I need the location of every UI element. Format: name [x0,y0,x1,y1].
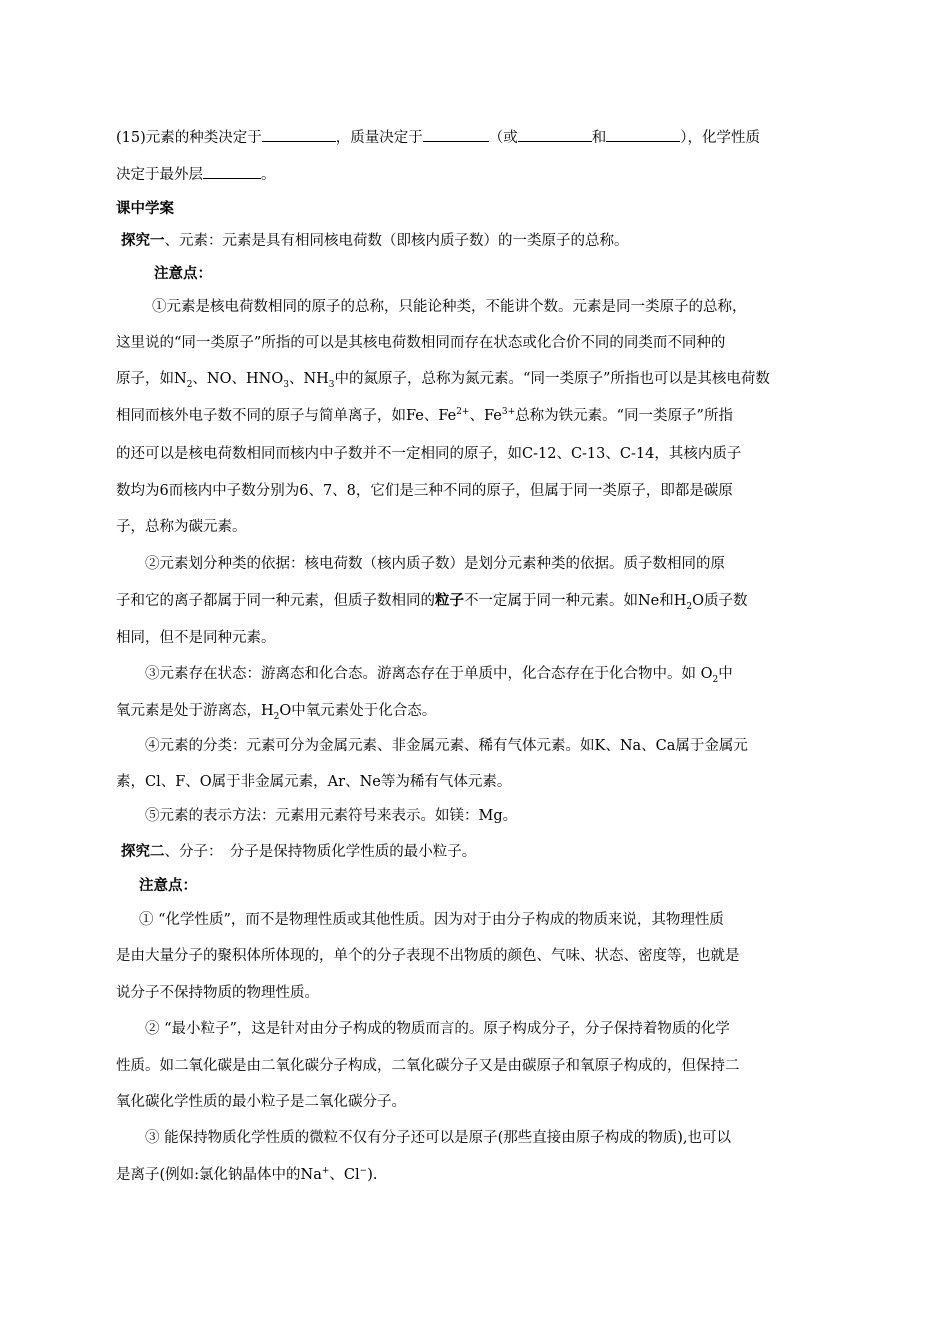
explore1-note-label: 注意点： [154,265,212,282]
explore2-text: 、分子： 分子是保持物质化学性质的最小粒子。 [164,844,477,860]
e2-p1-l3: 说分子不保持物质的物理性质。 [116,985,319,1001]
e1-p1-l1: ①元素是核电荷数相同的原子的总称，只能论种类，不能讲个数。元素是同一类原子的总称， [152,299,747,315]
e1-p4-l2: 素，Cl、F、O属于非金属元素，Ar、Ne等为稀有气体元素。 [116,774,512,790]
e2-p1-l1: ① “化学性质”，而不是物理性质或其他性质。因为对于由分子构成的物质来说，其物理性质 [139,912,724,928]
subscript: 2 [186,379,193,390]
subscript: 2 [712,674,719,685]
explore2-heading [121,842,476,862]
subscript: 2 [686,601,693,612]
text: 、NH [288,371,329,387]
explore1-heading [121,231,629,251]
explore1-label: 探究一 [121,232,165,249]
text: 总称为铁元素。“同一类原子”所指 [515,408,733,424]
q15-text-5: ），化学性质 [680,130,761,146]
q15-line-1 [116,127,760,148]
e1-p2-l1: ②元素划分种类的依据：核电荷数（核内质子数）是划分元素种类的依据。质子数相同的原 [145,556,725,572]
text: 、Cl [329,1167,360,1183]
e1-p3-l1 [145,664,733,684]
subscript: 2 [273,711,280,722]
text: 相同而核外电子数不同的原子与简单离子，如Fe、Fe [116,408,457,424]
e2-p2-l3: 氧化碳化学性质的最小粒子是二氧化碳分子。 [116,1094,406,1110]
text: O质子数 [692,593,748,609]
section-title: 课中学案 [116,200,174,217]
q15-text-4: 和 [591,130,607,146]
e1-p5-l1: ⑤元素的表示方法：元素用元素符号来表示。如镁：Mg。 [145,808,518,824]
explore1-text: 、元素：元素是具有相同核电荷数（即核内质子数）的一类原子的总称。 [164,233,629,249]
superscript: + [321,1166,330,1177]
e1-p1-l5: 的还可以是核电荷数相同而核内中子数并不一定相同的原子，如C-12、C-13、C-14，其核内质子 [116,446,742,462]
e2-p1-l2: 是由大量分子的聚积体所体现的，单个的分子表现不出物质的颜色、气味、状态、密度等，也就是 [116,948,740,964]
e1-p1-l3 [116,369,770,389]
subscript: 3 [328,379,335,390]
text: 、NO、HNO [192,371,284,387]
text: O中氧元素处于化合态。 [279,703,437,719]
q15-line-2 [116,164,276,185]
superscript: − [359,1166,368,1177]
text: 、Fe [469,408,502,424]
blank-1[interactable] [262,127,336,142]
text: 氧元素是处于游离态，H [116,703,274,719]
explore2-label: 探究二 [121,843,165,860]
e1-p3-l2 [116,701,436,721]
blank-5[interactable] [203,164,261,179]
text: 是离子(例如:氯化钠晶体中的Na [116,1167,322,1183]
q15-text-3: （或 [488,130,518,146]
emphasis: 粒子 [435,592,464,609]
blank-3[interactable] [518,127,592,142]
q15-text-6: 决定于最外层 [116,167,203,183]
q15-text-1: (15)元素的种类决定于 [116,130,262,146]
e1-p1-l6: 数均为6而核内中子数分别为6、7、8，它们是三种不同的原子，但属于同一类原子，即都是碳原 [116,483,733,499]
text: 中 [718,666,733,682]
subscript: 3 [283,379,289,390]
e1-p2-l3: 相同，但不是同种元素。 [116,630,276,646]
blank-2[interactable] [423,127,489,142]
e2-p3-l1: ③ 能保持物质化学性质的微粒不仅有分子还可以是原子(那些直接由原子构成的物质),也可以 [145,1130,732,1146]
e2-p3-l2 [116,1165,377,1185]
e1-p4-l1: ④元素的分类：元素可分为金属元素、非金属元素、稀有气体元素。如K、Na、Ca属于金属元 [145,738,748,754]
e2-p2-l2: 性质。如二氧化碳是由二氧化碳分子构成，二氧化碳分子又是由碳原子和氧原子构成的，但保持二 [116,1058,740,1074]
text: ③元素存在状态：游离态和化合态。游离态存在于单质中，化合态存在于化合物中。如 O [145,666,713,682]
text: ). [367,1167,378,1183]
blank-4[interactable] [606,127,680,142]
text: 中的氮原子，总称为氮元素。“同一类原子”所指也可以是其核电荷数 [334,371,770,387]
e1-p1-l4 [116,406,733,426]
superscript: 3+ [501,407,516,418]
e1-p2-l2 [116,591,748,611]
e2-p2-l1: ② “最小粒子”，这是针对由分子构成的物质而言的。原子构成分子，分子保持着物质的化学 [145,1021,730,1037]
text: 原子，如N [116,371,187,387]
text: 子和它的离子都属于同一种元素，但质子数相同的 [116,593,435,609]
q15-text-7: 。 [261,167,276,183]
q15-text-2: ，质量决定于 [335,130,423,146]
e1-p1-l7: 子，总称为碳元素。 [116,519,247,535]
explore2-note-label: 注意点： [139,877,197,894]
text: 不一定属于同一种元素。如Ne和H [464,593,687,609]
e1-p1-l2: 这里说的“同一类原子”所指的可以是其核电荷数相同而存在状态或化合价不同的同类而不同种的 [116,335,726,351]
superscript: 2+ [456,407,470,418]
